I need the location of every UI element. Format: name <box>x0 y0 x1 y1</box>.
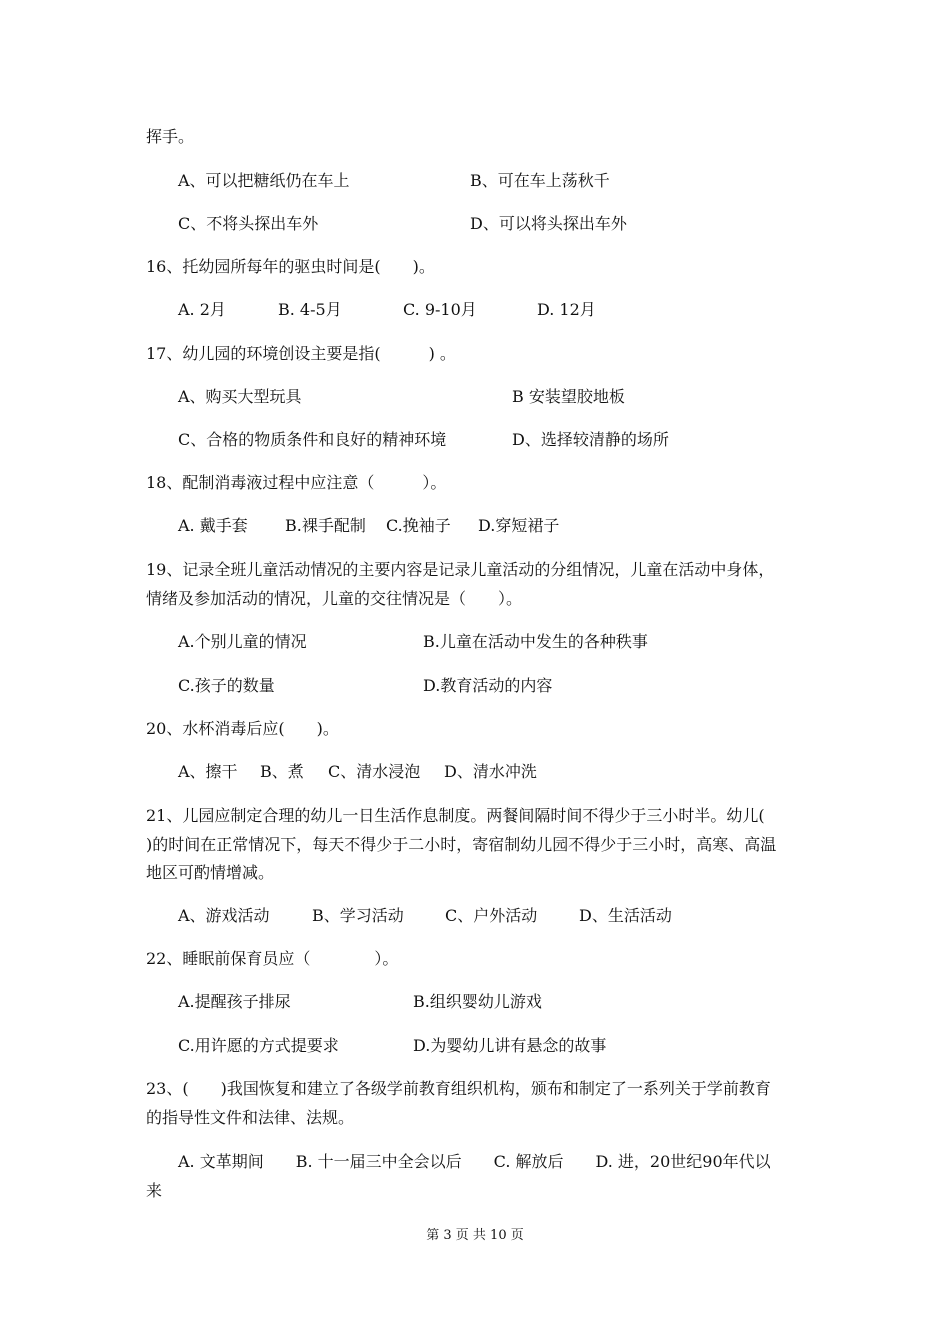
q23-stem-line-2: 的指导性文件和法律、法规。 <box>146 1108 355 1127</box>
q16-option-b: B. 4-5月 <box>278 300 342 319</box>
q19-option-c: C.孩子的数量 <box>178 676 275 695</box>
q18-option-d: D.穿短裙子 <box>478 516 560 535</box>
q17-option-a: A、购买大型玩具 <box>178 387 302 406</box>
q18-option-a: A. 戴手套 <box>178 516 248 535</box>
q21-option-c: C、户外活动 <box>445 906 538 925</box>
q19-option-b: B.儿童在活动中发生的各种秩事 <box>423 632 648 651</box>
q19-stem-line-2: 情绪及参加活动的情况，儿童的交往情况是（ ）。 <box>146 589 523 608</box>
q18-option-b: B.裸手配制 <box>285 516 366 535</box>
q23-options-line-2: 来 <box>146 1181 163 1200</box>
q17-option-d: D、选择较清静的场所 <box>512 430 669 449</box>
q22-option-d: D.为婴幼儿讲有悬念的故事 <box>413 1036 607 1055</box>
q15-option-b: B、可在车上荡秋千 <box>470 171 610 190</box>
q22-stem: 22、睡眠前保育员应（ ）。 <box>146 949 399 968</box>
q21-stem-line-3: 地区可酌情增减。 <box>146 863 275 882</box>
q21-stem-line-1: 21、儿园应制定合理的幼儿一日生活作息制度。两餐间隔时间不得少于三小时半。幼儿( <box>146 806 765 825</box>
q19-stem-line-1: 19、记录全班儿童活动情况的主要内容是记录儿童活动的分组情况，儿童在活动中身体， <box>146 560 775 579</box>
q22-option-c: C.用许愿的方式提要求 <box>178 1036 339 1055</box>
q23-options-line-1: A. 文革期间 B. 十一届三中全会以后 C. 解放后 D. 进，20世纪90年代以 <box>178 1152 771 1171</box>
q21-stem-line-2: )的时间在正常情况下，每天不得少于二小时，寄宿制幼儿园不得少于三小时，高寒、高温 <box>146 835 777 854</box>
page-footer: 第 3 页 共 10 页 <box>426 1228 524 1243</box>
q20-option-d: D、清水冲洗 <box>444 762 537 781</box>
q15-option-a: A、可以把糖纸仍在车上 <box>178 171 350 190</box>
q17-option-b: B 安装望胶地板 <box>512 387 625 406</box>
q20-option-c: C、清水浸泡 <box>328 762 421 781</box>
q21-option-d: D、生活活动 <box>579 906 672 925</box>
q22-option-b: B.组织婴幼儿游戏 <box>413 992 542 1011</box>
q18-stem: 18、配制消毒液过程中应注意（ ）。 <box>146 473 447 492</box>
q20-option-a: A、擦干 <box>178 762 238 781</box>
q16-option-a: A. 2月 <box>178 300 226 319</box>
q15-option-d: D、可以将头探出车外 <box>470 214 627 233</box>
q20-stem: 20、水杯消毒后应( )。 <box>146 719 339 738</box>
q22-option-a: A.提醒孩子排尿 <box>178 992 291 1011</box>
q15-option-c: C、不将头探出车外 <box>178 214 319 233</box>
q16-option-d: D. 12月 <box>537 300 596 319</box>
q21-option-b: B、学习活动 <box>312 906 404 925</box>
q21-option-a: A、游戏活动 <box>178 906 270 925</box>
continuation-text: 挥手。 <box>146 127 195 146</box>
q19-option-a: A.个别儿童的情况 <box>178 632 307 651</box>
q23-stem-line-1: 23、( )我国恢复和建立了各级学前教育组织机构，颁布和制定了一系列关于学前教育 <box>146 1079 771 1098</box>
q18-option-c: C.挽袖子 <box>386 516 451 535</box>
q20-option-b: B、煮 <box>260 762 304 781</box>
q17-stem: 17、幼儿园的环境创设主要是指( ) 。 <box>146 344 456 363</box>
q16-option-c: C. 9-10月 <box>403 300 477 319</box>
q17-option-c: C、合格的物质条件和良好的精神环境 <box>178 430 447 449</box>
q19-option-d: D.教育活动的内容 <box>423 676 553 695</box>
q16-stem: 16、托幼园所每年的驱虫时间是( )。 <box>146 257 435 276</box>
